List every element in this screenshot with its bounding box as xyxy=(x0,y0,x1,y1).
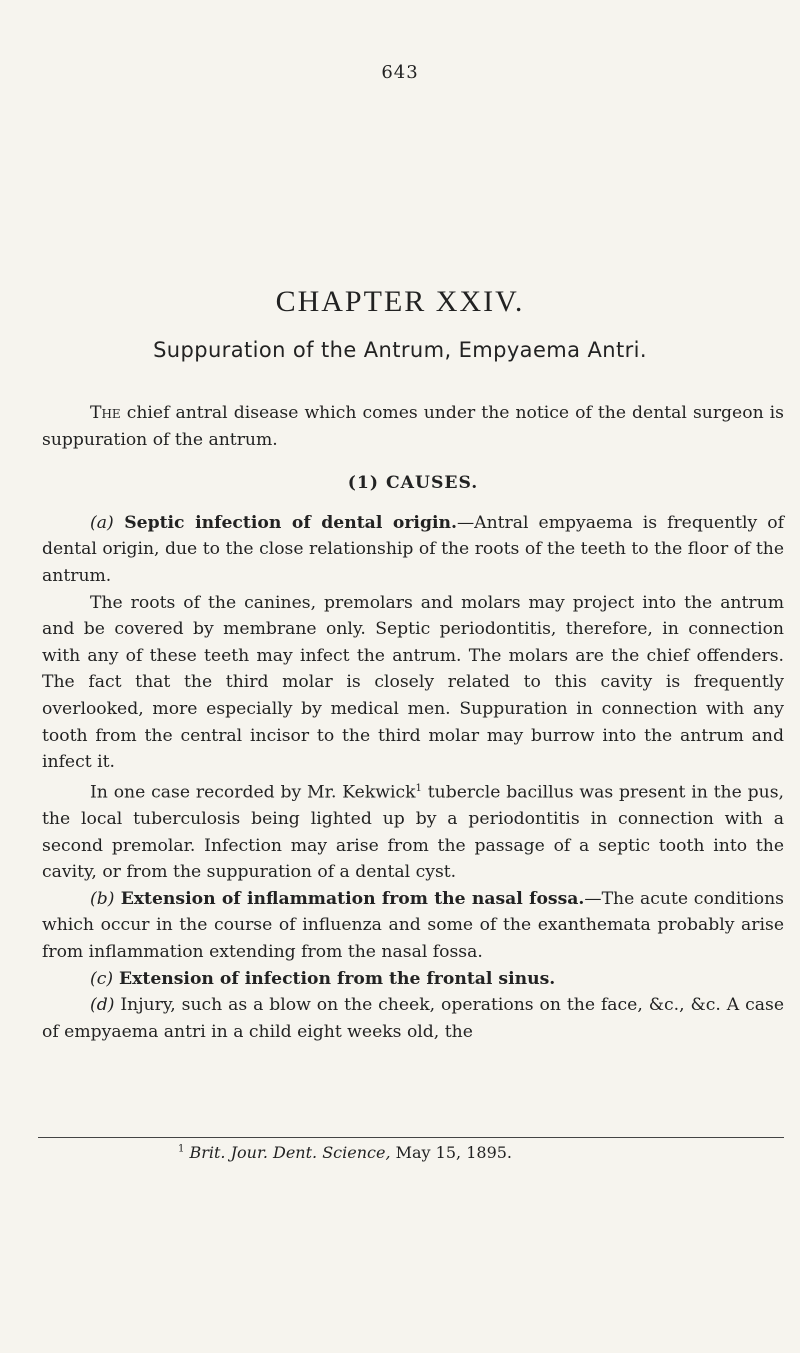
chapter-title: CHAPTER XXIV. xyxy=(275,285,525,318)
paragraph-d-label: (d) xyxy=(90,995,115,1016)
intro-text: chief antral disease which comes under the notice of the dental surgeon is suppuration of the antrum. xyxy=(42,403,784,450)
section-heading-causes: (1) CAUSES. xyxy=(347,473,479,494)
intro-lead-word: The xyxy=(90,403,121,423)
paragraph-b-label: (b) xyxy=(90,888,115,909)
chapter-subtitle: Suppuration of the Antrum, Empyaema Antri. xyxy=(153,338,647,362)
footnote-citation: Brit. Jour. Dent. Science, xyxy=(189,1143,391,1162)
paragraph-c-title: Extension of infection from the frontal sinus. xyxy=(113,968,556,989)
paragraph-b xyxy=(42,886,784,966)
paragraph-a-label: (a) xyxy=(90,512,114,533)
paragraph-b-title: Extension of inflammation from the nasal fossa. xyxy=(114,888,585,909)
paragraph-kekwick-before: In one case recorded by Mr. Kekwick xyxy=(90,782,416,803)
paragraph-c xyxy=(42,966,784,993)
paragraph-a-text: —Antral empyaema is frequently of dental origin, due to the close relationship of the roots of the teeth to the floor of the antrum. xyxy=(42,512,784,586)
paragraph-b-text: —The acute conditions which occur in the course of influenza and some of the exanthemata probably arise from inflammation extending from the nasal fossa. xyxy=(42,888,784,963)
paragraph-d xyxy=(42,992,784,1045)
paragraph-c-label: (c) xyxy=(90,968,114,989)
paragraph-d-text: Injury, such as a blow on the cheek, operations on the face, &c., &c. A case of empyaema antri in a child eight weeks old, the xyxy=(42,995,784,1042)
footnote-date: May 15, 1895. xyxy=(390,1143,513,1162)
intro-paragraph xyxy=(42,400,784,453)
body-text xyxy=(42,400,784,1045)
footnote-divider xyxy=(38,1137,784,1138)
paragraph-a xyxy=(42,510,784,590)
paragraph-kekwick-after: tubercle bacillus was present in the pus, the local tuberculosis being lighted up by a periodontitis in connection with a second premolar. Infection may arise from the passage of a septic tooth into the cavity, or from the suppuration of a dental cyst. xyxy=(42,782,784,883)
footnote-marker: 1 xyxy=(178,1143,185,1155)
paragraph-a-title: Septic infection of dental origin. xyxy=(113,512,457,533)
paragraph-kekwick xyxy=(42,776,784,886)
paragraph-roots: The roots of the canines, premolars and molars may project into the antrum and be covered by membrane only. Septic periodontitis, therefore, in connection with any of these teeth may infect the antrum. The molars are the chief offenders. The fact that the third molar is closely related to this cavity is frequently overlooked, more especially by medical men. Suppuration in connection with any tooth from the central incisor to the third molar may burrow into the antrum and infect it. xyxy=(42,592,784,773)
footnote xyxy=(178,1143,778,1162)
footnote-reference: 1 xyxy=(415,782,422,794)
page-number: 643 xyxy=(381,62,419,83)
